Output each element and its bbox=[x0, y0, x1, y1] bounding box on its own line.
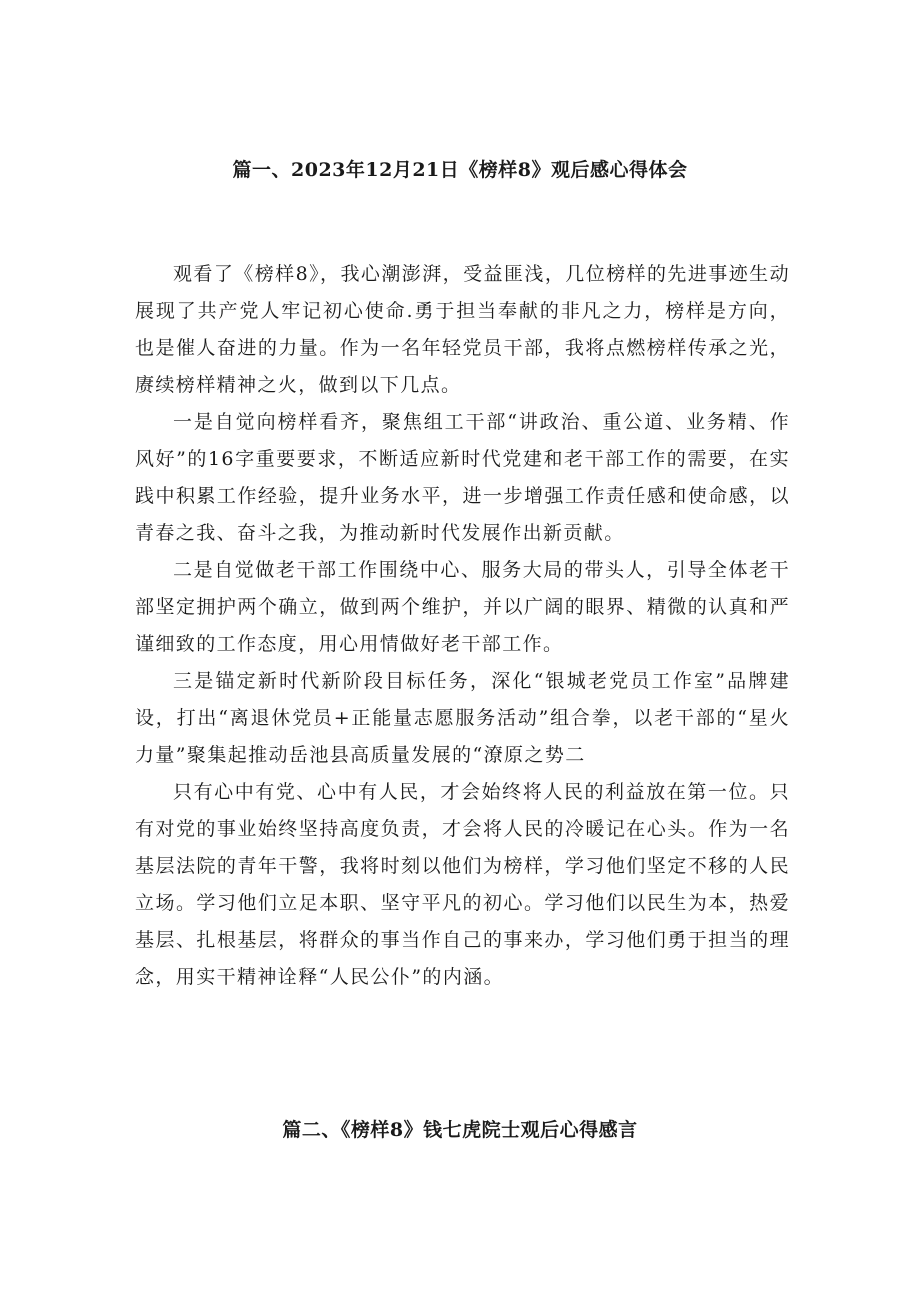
paragraph-intro: 观看了《榜样8》，我心潮澎湃，受益匪浅，几位榜样的先进事迹生动展现了共产党人牢记初心使命.勇于担当奉献的非凡之力，榜样是方向，也是催人奋进的力量。作为一名年轻党员干部，我将点燃榜样传承之光，赓续榜样精神之火，做到以下几点。 bbox=[135, 263, 790, 396]
section-2-title: 篇二、《榜样8》钱七虎院士观后心得感言 bbox=[282, 1119, 638, 1141]
paragraph-point-2: 二是自觉做老干部工作围绕中心、服务大局的带头人，引导全体老干部坚定拥护两个确立，做到两个维护，并以广阔的眼界、精微的认真和严谨细致的工作态度，用心用情做好老干部工作。 bbox=[135, 559, 790, 655]
paragraph-conclusion: 只有心中有党、心中有人民，才会始终将人民的利益放在第一位。只有对党的事业始终坚持高度负责，才会将人民的冷暖记在心头。作为一名基层法院的青年干警，我将时刻以他们为榜样，学习他们坚定不移的人民立场。学习他们立足本职、坚守平凡的初心。学习他们以民生为本，热爱基层、扎根基层，将群众的事当作自己的事来办，学习他们勇于担当的理念，用实干精神诠释“人民公仆”的内涵。 bbox=[135, 781, 790, 988]
paragraph-point-3: 三是锚定新时代新阶段目标任务，深化“银城老党员工作室”品牌建设，打出“离退休党员+正能量志愿服务活动”组合拳，以老干部的“星火力量”聚集起推动岳池县高质量发展的“潦原之势二 bbox=[135, 670, 790, 766]
body-text bbox=[135, 256, 790, 996]
paragraph-point-1: 一是自觉向榜样看齐，聚焦组工干部“讲政治、重公道、业务精、作风好”的16字重要要求，不断适应新时代党建和老干部工作的需要，在实践中积累工作经验，提升业务水平，进一步增强工作责任感和使命感，以青春之我、奋斗之我，为推动新时代发展作出新贡献。 bbox=[135, 411, 790, 544]
section-1-title: 篇一、2023年12月21日《榜样8》观后感心得体会 bbox=[232, 159, 688, 181]
